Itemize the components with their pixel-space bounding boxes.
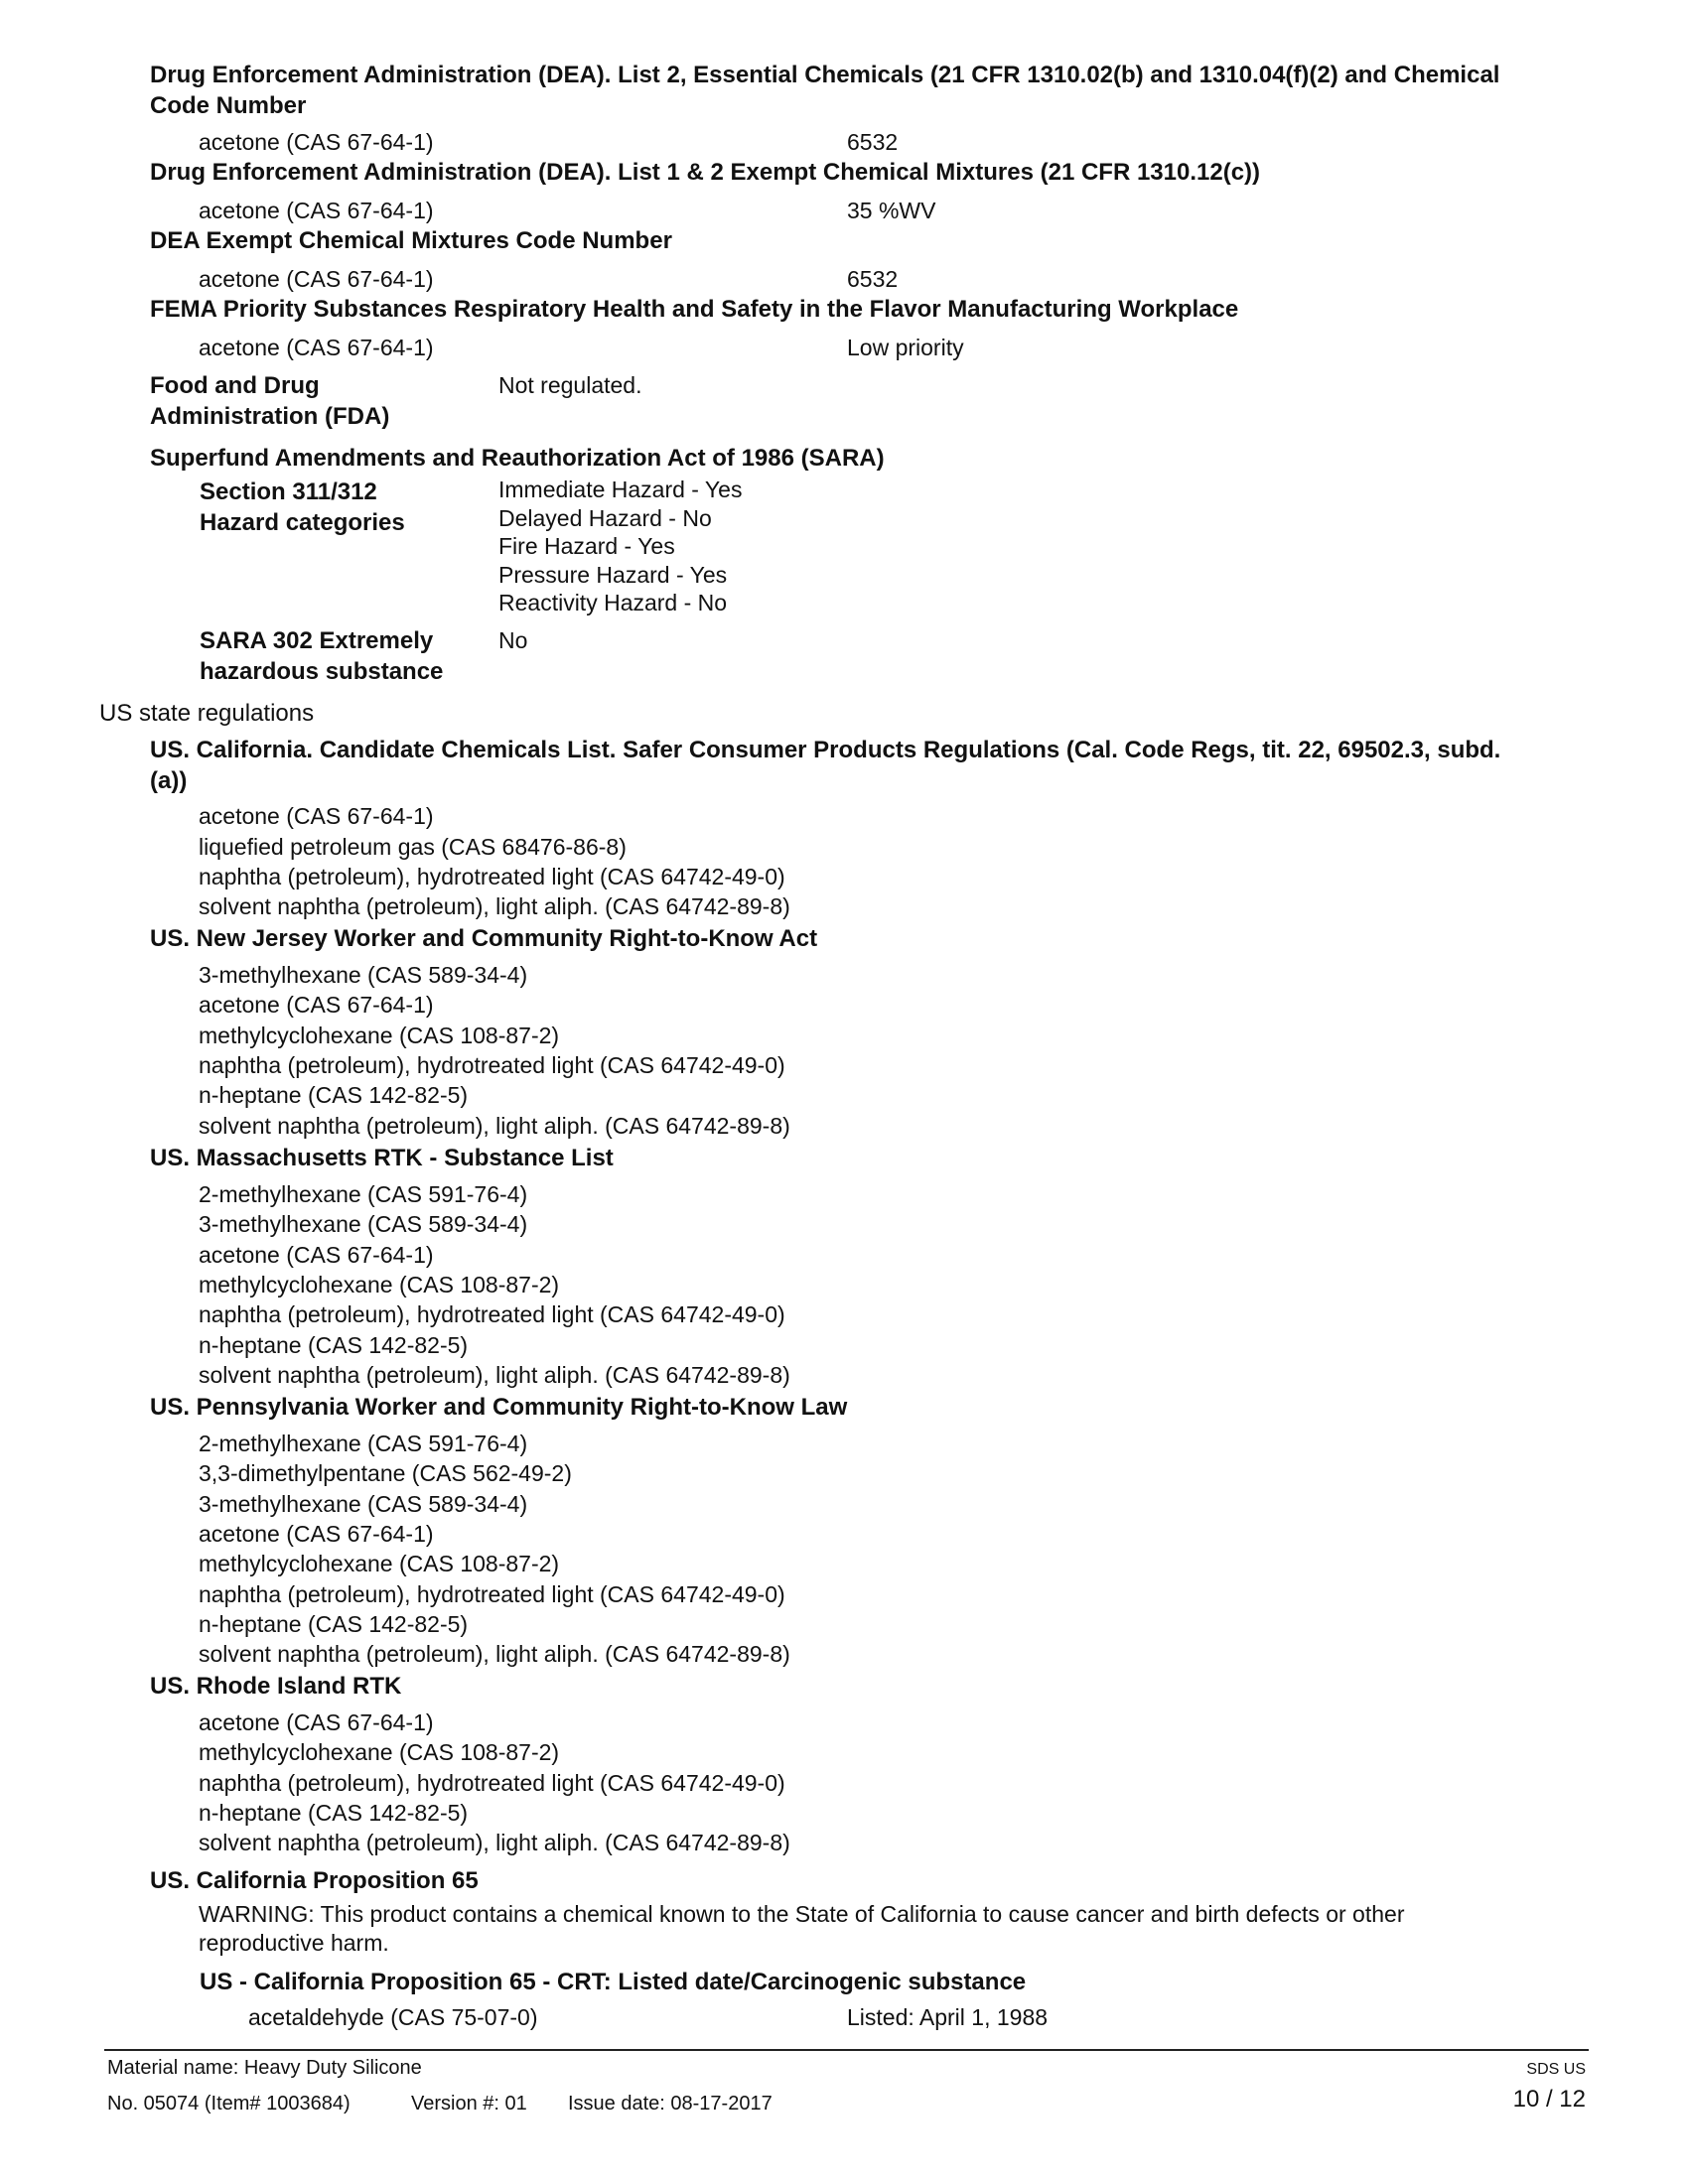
- prop65-crt-chemical: acetaldehyde (CAS 75-07-0): [248, 2004, 538, 2030]
- list-item: 3,3-dimethylpentane (CAS 562-49-2): [199, 1460, 572, 1486]
- footer-divider: [104, 2049, 1589, 2051]
- sara-hazard-item: Immediate Hazard - Yes: [498, 477, 743, 502]
- prop65-warning-line1: WARNING: This product contains a chemical known to the State of California to cause cancer and birth defects or other: [199, 1901, 1405, 1927]
- sara-section-label-line1: Section 311/312: [200, 478, 377, 505]
- list-item: naphtha (petroleum), hydrotreated light (CAS 64742-49-0): [199, 1770, 785, 1796]
- list-item: naphtha (petroleum), hydrotreated light (CAS 64742-49-0): [199, 1052, 785, 1078]
- list-item: acetone (CAS 67-64-1): [199, 1709, 434, 1735]
- list-item: acetone (CAS 67-64-1): [199, 1242, 434, 1268]
- pa-heading: US. Pennsylvania Worker and Community Right-to-Know Law: [150, 1394, 848, 1421]
- footer-material-name: Material name: Heavy Duty Silicone: [107, 2057, 422, 2079]
- ri-heading: US. Rhode Island RTK: [150, 1673, 402, 1700]
- list-item: n-heptane (CAS 142-82-5): [199, 1611, 469, 1637]
- list-item: naphtha (petroleum), hydrotreated light (CAS 64742-49-0): [199, 864, 785, 889]
- list-item: solvent naphtha (petroleum), light aliph. (CAS 64742-89-8): [199, 1830, 790, 1855]
- prop65-warning-line2: reproductive harm.: [199, 1930, 389, 1956]
- list-item: n-heptane (CAS 142-82-5): [199, 1082, 469, 1108]
- sara302-label-line2: hazardous substance: [200, 658, 444, 685]
- fema-chemical: acetone (CAS 67-64-1): [199, 335, 434, 360]
- sara-hazard-item: Pressure Hazard - Yes: [498, 562, 728, 588]
- dea-list2-value: 6532: [847, 129, 899, 155]
- dea-exempt-mixtures-heading: Drug Enforcement Administration (DEA). List 1 & 2 Exempt Chemical Mixtures (21 CFR 1310.12(c)): [150, 159, 1261, 186]
- sara-hazard-item: Delayed Hazard - No: [498, 505, 712, 531]
- list-item: 2-methylhexane (CAS 591-76-4): [199, 1431, 528, 1456]
- list-item: 3-methylhexane (CAS 589-34-4): [199, 1211, 528, 1237]
- fema-value: Low priority: [847, 335, 964, 360]
- list-item: naphtha (petroleum), hydrotreated light (CAS 64742-49-0): [199, 1301, 785, 1327]
- list-item: solvent naphtha (petroleum), light aliph. (CAS 64742-89-8): [199, 1641, 790, 1667]
- sara-hazard-item: Fire Hazard - Yes: [498, 533, 675, 559]
- fda-label-line2: Administration (FDA): [150, 403, 390, 430]
- dea-exempt-code-heading: DEA Exempt Chemical Mixtures Code Number: [150, 227, 672, 254]
- prop65-heading: US. California Proposition 65: [150, 1867, 479, 1894]
- nj-heading: US. New Jersey Worker and Community Right-to-Know Act: [150, 925, 818, 952]
- list-item: solvent naphtha (petroleum), light aliph. (CAS 64742-89-8): [199, 1362, 790, 1388]
- dea-list2-heading: Drug Enforcement Administration (DEA). List 2, Essential Chemicals (21 CFR 1310.02(b) and 1310.04(f)(2) and Chemical Code Number: [150, 62, 1500, 119]
- sara-hazard-item: Reactivity Hazard - No: [498, 590, 728, 615]
- list-item: acetone (CAS 67-64-1): [199, 992, 434, 1018]
- sara302-value: No: [498, 627, 528, 653]
- sara302-label-line1: SARA 302 Extremely: [200, 627, 434, 654]
- list-item: acetone (CAS 67-64-1): [199, 803, 434, 829]
- list-item: liquefied petroleum gas (CAS 68476-86-8): [199, 834, 627, 860]
- list-item: 3-methylhexane (CAS 589-34-4): [199, 1491, 528, 1517]
- list-item: n-heptane (CAS 142-82-5): [199, 1800, 469, 1826]
- list-item: methylcyclohexane (CAS 108-87-2): [199, 1551, 560, 1576]
- list-item: solvent naphtha (petroleum), light aliph. (CAS 64742-89-8): [199, 1113, 790, 1139]
- footer-page-number: 10 / 12: [1512, 2086, 1586, 2113]
- dea-exempt-code-value: 6532: [847, 266, 899, 292]
- list-item: n-heptane (CAS 142-82-5): [199, 1332, 469, 1358]
- list-item: naphtha (petroleum), hydrotreated light (CAS 64742-49-0): [199, 1581, 785, 1607]
- ca-candidate-heading-line1: US. California. Candidate Chemicals List. Safer Consumer Products Regulations (Cal. Code Regs, tit. 22, 69502.3, subd.: [150, 737, 1501, 763]
- footer-issue-date: Issue date: 08-17-2017: [568, 2093, 773, 2115]
- list-item: solvent naphtha (petroleum), light aliph. (CAS 64742-89-8): [199, 893, 790, 919]
- footer-doc-number: No. 05074 (Item# 1003684): [107, 2093, 351, 2115]
- list-item: 3-methylhexane (CAS 589-34-4): [199, 962, 528, 988]
- dea-exempt-mixtures-value: 35 %WV: [847, 198, 936, 223]
- footer-sds-label: SDS US: [1526, 2061, 1586, 2078]
- fda-value: Not regulated.: [498, 372, 642, 398]
- fda-label-line1: Food and Drug: [150, 372, 320, 399]
- dea-list2-chemical: acetone (CAS 67-64-1): [199, 129, 434, 155]
- dea-exempt-code-chemical: acetone (CAS 67-64-1): [199, 266, 434, 292]
- list-item: acetone (CAS 67-64-1): [199, 1521, 434, 1547]
- footer-version: Version #: 01: [411, 2093, 527, 2115]
- list-item: 2-methylhexane (CAS 591-76-4): [199, 1181, 528, 1207]
- prop65-crt-heading: US - California Proposition 65 - CRT: Listed date/Carcinogenic substance: [200, 1969, 1027, 1995]
- ma-heading: US. Massachusetts RTK - Substance List: [150, 1145, 614, 1171]
- list-item: methylcyclohexane (CAS 108-87-2): [199, 1739, 560, 1765]
- prop65-crt-value: Listed: April 1, 1988: [847, 2004, 1049, 2030]
- state-regulations-heading: US state regulations: [99, 700, 315, 727]
- list-item: methylcyclohexane (CAS 108-87-2): [199, 1272, 560, 1297]
- ca-candidate-heading-line2: (a)): [150, 767, 188, 794]
- list-item: methylcyclohexane (CAS 108-87-2): [199, 1023, 560, 1048]
- sara-heading: Superfund Amendments and Reauthorization Act of 1986 (SARA): [150, 445, 885, 472]
- dea-exempt-mixtures-chemical: acetone (CAS 67-64-1): [199, 198, 434, 223]
- sara-section-label-line2: Hazard categories: [200, 509, 405, 536]
- fema-heading: FEMA Priority Substances Respiratory Health and Safety in the Flavor Manufacturing Workplace: [150, 296, 1239, 323]
